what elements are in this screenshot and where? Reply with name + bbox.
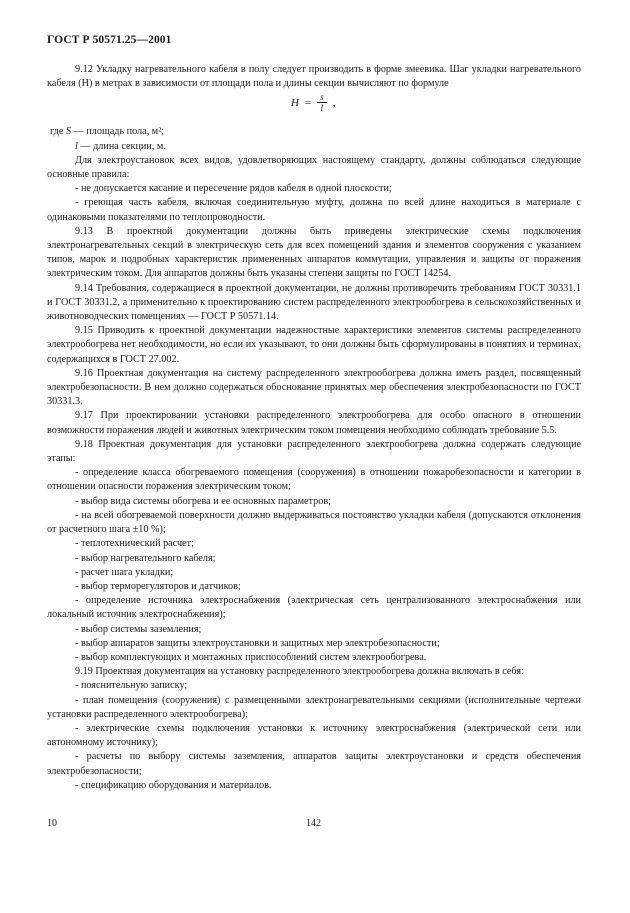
- list-item: - выбор нагревательного кабеля;: [75, 552, 216, 564]
- list-item: - выбор системы заземления;: [75, 623, 202, 635]
- symbol-l: l: [75, 140, 78, 152]
- list-item: - выбор терморегуляторов и датчиков;: [75, 580, 241, 592]
- page-number-center: 142: [306, 818, 321, 829]
- paragraph-9-13: 9.13 В проектной документации должны быть приведены электрические схемы подключения электронагревательных секций в электрическую сеть для всех помещений здания и элементов сооружения с указанием типов, марок и подробных характеристик примененных аппаратов коммутации, управления и защиты от поражения электрическим током. Для аппаратов должны быть указаны степени защиты по ГОСТ 14254.: [47, 225, 581, 280]
- list-item: - выбор комплектующих и монтажных приспособлений систем электрообогрева.: [75, 651, 427, 663]
- list-item: - электрические схемы подключения установки к источнику электроснабжения (электрической сети или автономному источнику);: [47, 722, 581, 749]
- document-header: ГОСТ Р 50571.25—2001: [47, 34, 172, 46]
- formula-expression: [291, 92, 335, 113]
- paragraph-9-15: 9.15 Приводить к проектной документации надежностные характеристики элементов системы распределенного электрообогрева нет необходимости, но если их указывают, то они должны быть сформулированы в понятиях и терминах, содержащихся в ГОСТ 27.002.: [47, 325, 581, 365]
- list-item: - греющая часть кабеля, включая соединительную муфту, должна по всей длине находиться в материале с одинаковыми показателями по теплопроводности.: [47, 197, 581, 223]
- list-item: - теплотехнический расчет;: [75, 538, 194, 550]
- where-lead: где: [50, 126, 64, 138]
- paragraph-9-12: 9.12 Укладку нагревательного кабеля в полу следует производить в форме змеевика. Шаг укладки нагревательного кабеля (H) в метрах в зависимости от площади пола и длины секции вычисляют по формуле: [47, 64, 581, 90]
- paragraph-rules-intro: Для электроустановок всех видов, удовлетворяющих настоящему стандарту, должны соблюдаться следующие основные правила:: [47, 154, 581, 181]
- paragraph-9-19: 9.19 Проектная документация на установку распределенного электрообогрева должна включать в себя:: [75, 666, 524, 678]
- list-item: - определение источника электроснабжения (электрическая сеть централизованного электроснабжения или локальный источник электроснабжения);: [47, 595, 581, 621]
- list-item: - план помещения (сооружения) с размещенными электронагревательными секциями (исполнительные чертежи установки распределенного электрообогрева);: [47, 694, 581, 720]
- list-item: - выбор вида системы обогрева и ее основных параметров;: [75, 495, 331, 507]
- formula: [47, 91, 581, 125]
- paragraph-9-14: 9.14 Требования, содержащиеся в проектной документации, не должны противоречить требованиям ГОСТ 30331.1 и ГОСТ 30331.2, а применительно к проектированию систем распределенного электрообогрева в сельскохозяйственных и животноводческих помещениях — ГОСТ Р 50571.14.: [47, 282, 581, 323]
- where-line-area: [47, 125, 581, 139]
- formula-fraction: [317, 92, 327, 113]
- paragraph-9-17: 9.17 При проектировании установки распределенного электрообогрева для особо опасного в отношении возможности поражения людей и животных электрическим током помещения необходимо соблюдать требование 5.5.: [47, 410, 581, 436]
- formula-comma: ,: [332, 96, 336, 109]
- list-item: - спецификацию оборудования и материалов.: [75, 779, 272, 791]
- list-item: - пояснительную записку;: [75, 680, 188, 692]
- page-number-left: 10: [47, 818, 57, 829]
- formula-lhs: H: [291, 96, 299, 109]
- formula-equals: =: [304, 96, 312, 109]
- list-item: - выбор аппаратов защиты электроустановки и защитных мер электробезопасности;: [75, 637, 440, 649]
- list-item: - на всей обогреваемой поверхности должно выдерживаться постоянство укладки кабеля (допускаются отклонения от расчетного шага ±10 %);: [47, 509, 581, 536]
- paragraph-9-18: 9.18 Проектная документация для установки распределенного электрообогрева должна содержать следующие этапы:: [47, 438, 581, 465]
- formula-numerator: s: [317, 92, 327, 103]
- where-area-text: — площадь пола, м²;: [71, 126, 165, 138]
- list-item: - не допускается касание и пересечение рядов кабеля в одной плоскости;: [75, 183, 392, 195]
- document-body: [47, 63, 581, 793]
- paragraph-9-16: 9.16 Проектная документация на систему распределенного электрообогрева должна иметь раздел, посвященный электробезопасности. В нем должно содержаться обоснование принятых мер обеспечения электробезопасности по ГОСТ 30331.3.: [47, 367, 581, 408]
- symbol-s: S: [65, 126, 72, 138]
- list-item: - расчеты по выбору системы заземления, аппаратов защиты электроустановки и средств обеспечения электробезопасности;: [47, 751, 581, 777]
- where-length-text: — длина секции, м.: [77, 140, 166, 152]
- where-line-length: [47, 140, 581, 154]
- formula-denominator: l: [320, 103, 324, 114]
- list-item: - расчет шага укладки;: [75, 566, 174, 578]
- list-item: - определение класса обогреваемого помещения (сооружения) в отношении пожаробезопасности и категории в отношении опасности поражения электрическим током;: [47, 467, 581, 493]
